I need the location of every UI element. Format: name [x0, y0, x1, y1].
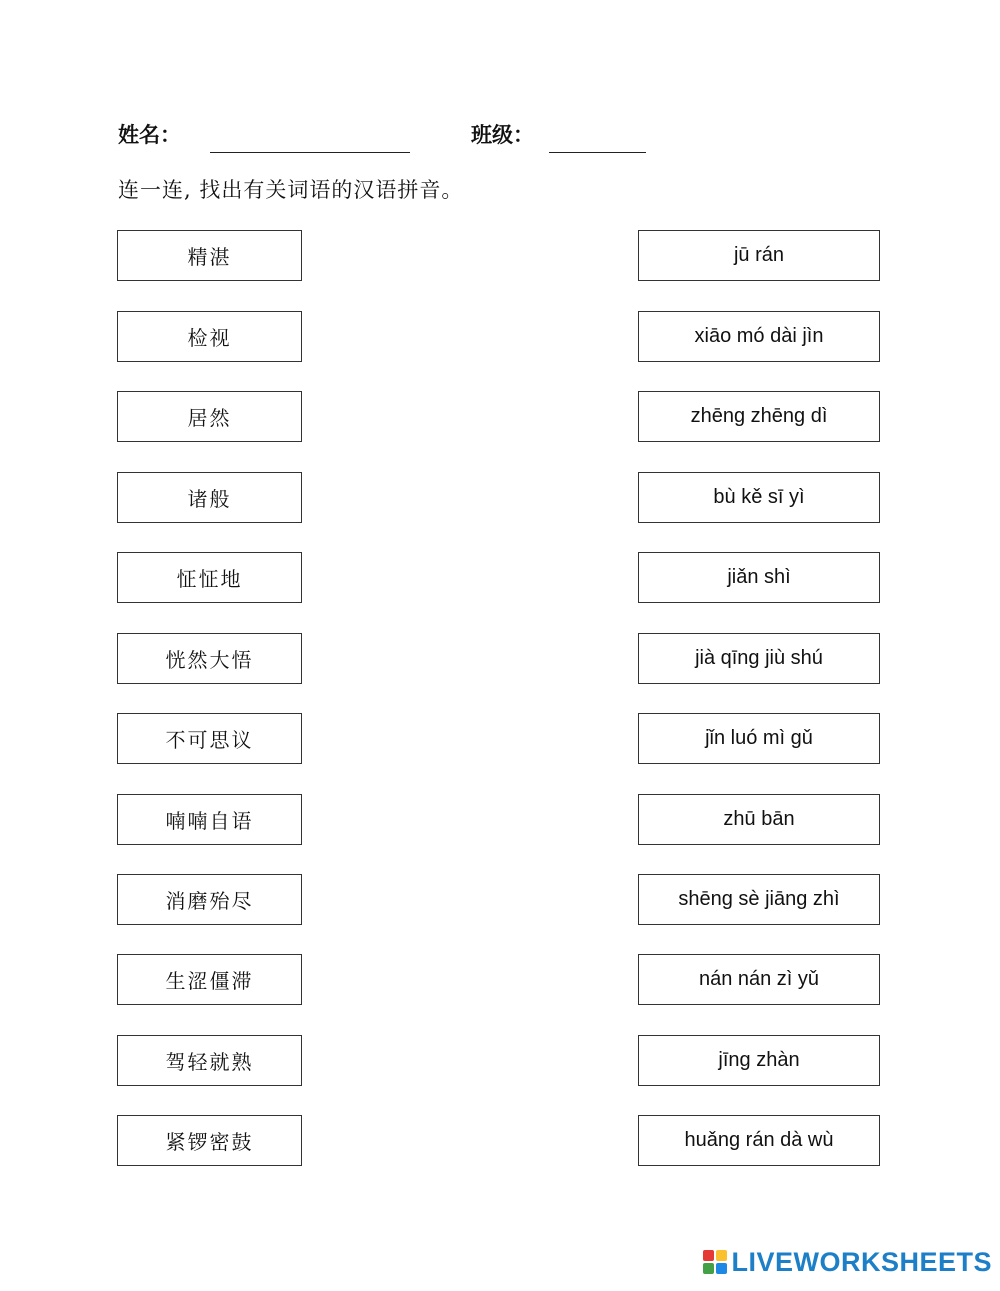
- pinyin-box-1[interactable]: jū rán: [638, 230, 880, 281]
- word-box-5[interactable]: 怔怔地: [117, 552, 302, 603]
- pinyin-box-7[interactable]: jǐn luó mì gǔ: [638, 713, 880, 764]
- logo-square-green: [703, 1263, 714, 1274]
- word-box-3[interactable]: 居然: [117, 391, 302, 442]
- logo-square-blue: [716, 1263, 727, 1274]
- pinyin-box-8[interactable]: zhū bān: [638, 794, 880, 845]
- word-box-9[interactable]: 消磨殆尽: [117, 874, 302, 925]
- word-box-4[interactable]: 诸般: [117, 472, 302, 523]
- word-box-12[interactable]: 紧锣密鼓: [117, 1115, 302, 1166]
- liveworksheets-logo: [703, 1247, 992, 1277]
- logo-square-yellow: [716, 1250, 727, 1261]
- student-info-row: [118, 118, 678, 154]
- logo-mark-icon: [703, 1250, 727, 1274]
- pinyin-box-9[interactable]: shēng sè jiāng zhì: [638, 874, 880, 925]
- pinyin-box-2[interactable]: xiāo mó dài jìn: [638, 311, 880, 362]
- word-box-7[interactable]: 不可思议: [117, 713, 302, 764]
- word-box-10[interactable]: 生涩僵滞: [117, 954, 302, 1005]
- pinyin-box-12[interactable]: huǎng rán dà wù: [638, 1115, 880, 1166]
- logo-text: LIVEWORKSHEETS: [731, 1247, 992, 1277]
- pinyin-box-11[interactable]: jīng zhàn: [638, 1035, 880, 1086]
- pinyin-box-4[interactable]: bù kě sī yì: [638, 472, 880, 523]
- logo-square-red: [703, 1250, 714, 1261]
- pinyin-box-5[interactable]: jiǎn shì: [638, 552, 880, 603]
- word-box-6[interactable]: 恍然大悟: [117, 633, 302, 684]
- word-box-2[interactable]: 检视: [117, 311, 302, 362]
- pinyin-box-10[interactable]: nán nán zì yǔ: [638, 954, 880, 1005]
- instruction-text: 连一连, 找出有关词语的汉语拼音。: [118, 178, 464, 202]
- name-label: 姓名：: [118, 123, 181, 147]
- word-box-8[interactable]: 喃喃自语: [117, 794, 302, 845]
- pinyin-box-3[interactable]: zhēng zhēng dì: [638, 391, 880, 442]
- word-box-11[interactable]: 驾轻就熟: [117, 1035, 302, 1086]
- pinyin-box-6[interactable]: jià qīng jiù shú: [638, 633, 880, 684]
- name-input[interactable]: [210, 126, 410, 153]
- word-box-1[interactable]: 精湛: [117, 230, 302, 281]
- class-input[interactable]: [549, 126, 646, 153]
- class-label: 班级：: [471, 123, 534, 147]
